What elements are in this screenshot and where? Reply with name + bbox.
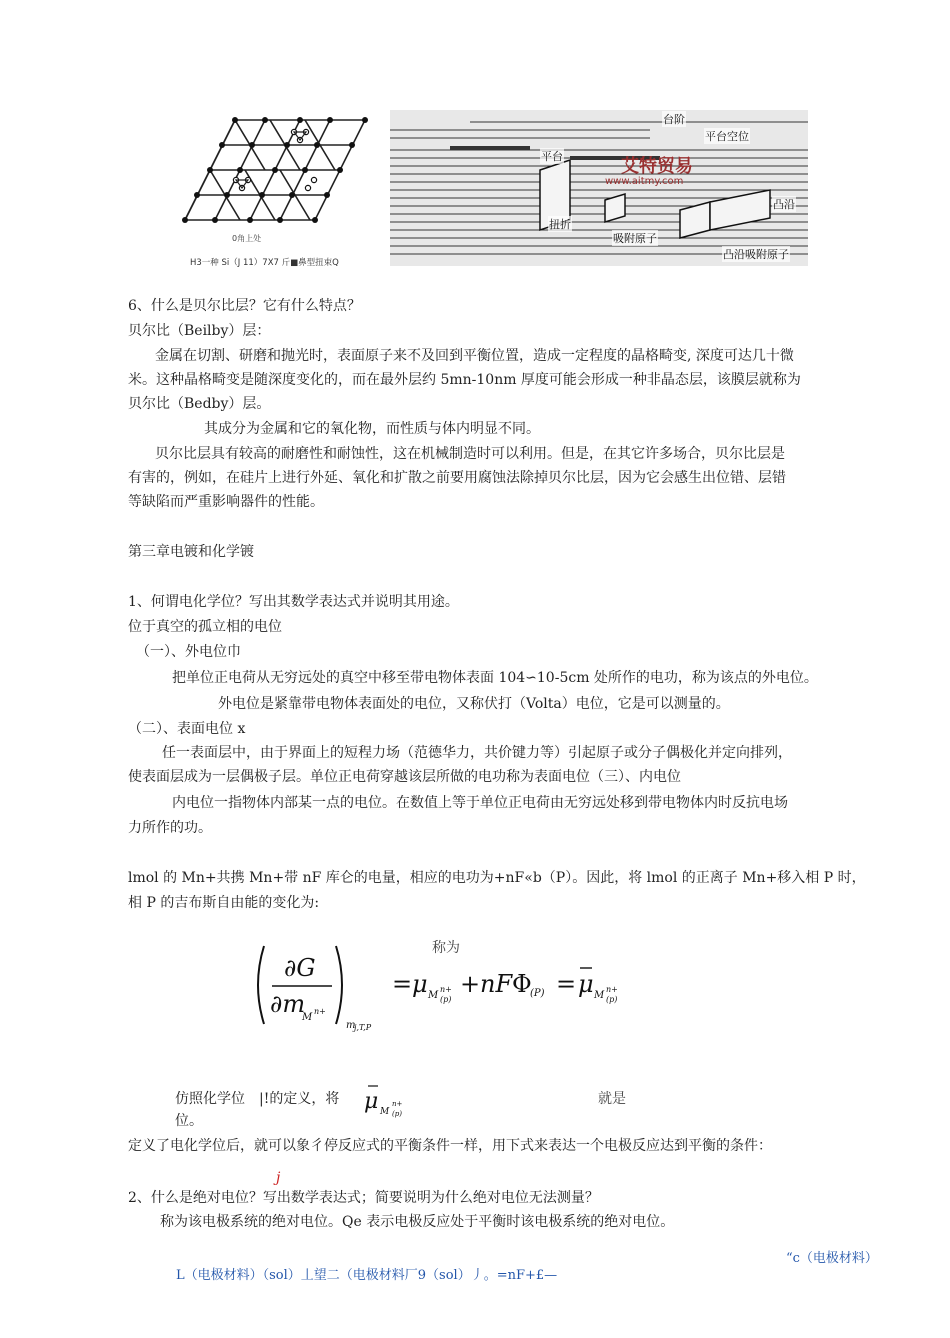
paragraph-fragment: |!的定义，将 [259,1091,340,1107]
paragraph-line: 任一表面层中，由于界面上的短程力场（范德华力，共价键力等）引起原子或分子偶极化并定向排列， [162,745,792,761]
paragraph-line: 金属在切割、研磨和抛光时，表面原子来不及回到平衡位置，造成一定程度的晶格畸变, 深度可达几十微 [155,348,794,364]
paragraph-line: 力所作的功。 [128,820,212,836]
question-1: 1、何谓电化学位？写出其数学表达式并说明其用途。 [128,594,459,610]
question-2: 2、什么是绝对电位？写出数学表达式；简要说明为什么绝对电位无法测量？ [128,1190,599,1206]
label-adatom: 吸附原子 [613,232,657,245]
beilby-title: 贝尔比（Beilby）层： [128,323,271,339]
svg-text:μ: μ [412,970,428,998]
svg-text:+: + [460,970,481,998]
red-mark: j [276,1170,281,1186]
svg-text:M: M [380,1107,390,1117]
formula-note: 称为 [432,940,460,956]
svg-text:n+: n+ [314,1007,326,1016]
section-heading: （一）、外电位巾 [136,644,241,660]
svg-text:(p): (p) [392,1110,402,1118]
figure1-caption: H3一种 Si（J 11）7X7 斤■鼻型扭束Q [190,258,339,268]
paragraph-line: 有害的，例如，在硅片上进行外延、氧化和扩散之前要用腐蚀法除掉贝尔比层，因为它会感生出位错、层错 [128,470,786,486]
label-ledge: 凸沿 [773,198,795,211]
svg-text:M: M [302,1012,313,1023]
paragraph-line: 米。这种晶格畸变是随深度变化的，而在最外层约 5mn-10nm 厚度可能会形成一种非晶态层，该膜层就称为 [128,372,801,388]
paragraph-line: 定义了电化学位后，就可以象彳停反应式的平衡条件一样，用下式来表达一个电极反应达到平衡的条件： [128,1138,772,1154]
paragraph-line: 其成分为金属和它的氧化物，而性质与体内明显不同。 [204,421,540,437]
svg-text:(p): (p) [440,995,452,1004]
electrochemical-potential-formula [250,940,670,1032]
figure1-small-caption: 0角上处 [232,234,262,243]
svg-text:n+: n+ [392,1100,403,1108]
svg-text:Φ: Φ [512,970,532,998]
chapter-heading: 第三章电镀和化学镀 [128,544,254,560]
question-6: 6、什么是贝尔比层？它有什么特点？ [128,298,361,314]
paragraph-fragment: 仿照化学位 [175,1091,245,1107]
svg-text:=: = [556,970,577,998]
paragraph-line: 相 P 的吉布斯自由能的变化为: [128,895,320,911]
equation-fragment-right: “c（电极材料） [786,1251,878,1266]
surface-model-figure [390,110,808,266]
paragraph-line: 位于真空的孤立相的电位 [128,619,282,635]
svg-text:j,T,P: j,T,P [354,1023,372,1032]
watermark-text: 艾特贸易 [621,156,693,177]
label-kink: 扭折 [549,218,571,231]
paragraph-line: lmol 的 Mn+共携 Mn+带 nF 库仑的电量，相应的电功为+nF«b（P）。因此，将 lmol 的正离子 Mn+移入相 P 时， [128,870,866,886]
svg-text:nF: nF [480,970,513,998]
paragraph-fragment: 就是 [598,1091,626,1107]
paragraph-line: 贝尔比层具有较高的耐磨性和耐蚀性，这在机械制造时可以利用。但是，在其它许多场合，贝尔比层是 [155,446,785,462]
watermark-url: www.aitmy.com [605,176,684,187]
label-terrace-vacancy: 平台空位 [705,130,749,143]
svg-text:(P): (P) [530,988,545,999]
paragraph-line: 称为该电极系统的绝对电位。Qe 表示电极反应处于平衡时该电极系统的绝对电位。 [160,1214,675,1230]
svg-text:m: m [346,1020,356,1031]
svg-text:μ: μ [578,970,594,998]
svg-text:M: M [594,990,605,1001]
mu-bar-symbol [362,1078,422,1120]
svg-text:n+: n+ [606,985,618,994]
paragraph-line: 等缺陷而严重影响器件的性能。 [128,494,324,510]
equation-fragment-left: L（电极材料）（sol）丄望二（电极材料厂9（sol）丿。=nF+£— [176,1268,558,1283]
paragraph-line: 外电位是紧靠带电物体表面处的电位，又称伏打（Volta）电位，它是可以测量的。 [218,696,730,712]
svg-text:n+: n+ [440,985,452,994]
svg-text:∂G: ∂G [284,954,316,982]
label-step: 台阶 [663,113,685,126]
svg-text:(p): (p) [606,995,618,1004]
paragraph-fragment: 位。 [175,1113,203,1129]
svg-text:∂m: ∂m [270,990,306,1018]
section-heading: （二）、表面电位 x [128,721,246,737]
si-lattice-figure [180,112,370,224]
svg-text:=: = [392,970,413,998]
svg-text:M: M [428,990,439,1001]
svg-text:μ: μ [364,1089,379,1114]
paragraph-line: 贝尔比（Bedby）层。 [128,396,271,412]
paragraph-line: 内电位一指物体内部某一点的电位。在数值上等于单位正电荷由无穷远处移到带电物体内时反抗电场 [172,795,788,811]
label-terrace: 平台 [541,150,563,163]
paragraph-line: 使表面层成为一层偶极子层。单位正电荷穿越该层所做的电功称为表面电位（三）、内电位 [128,769,681,785]
label-ledge-adatom: 凸沿吸附原子 [723,248,789,261]
paragraph-line: 把单位正电荷从无穷远处的真空中移至带电物体表面 104∽10-5cm 处所作的电功，称为该点的外电位。 [172,670,818,686]
